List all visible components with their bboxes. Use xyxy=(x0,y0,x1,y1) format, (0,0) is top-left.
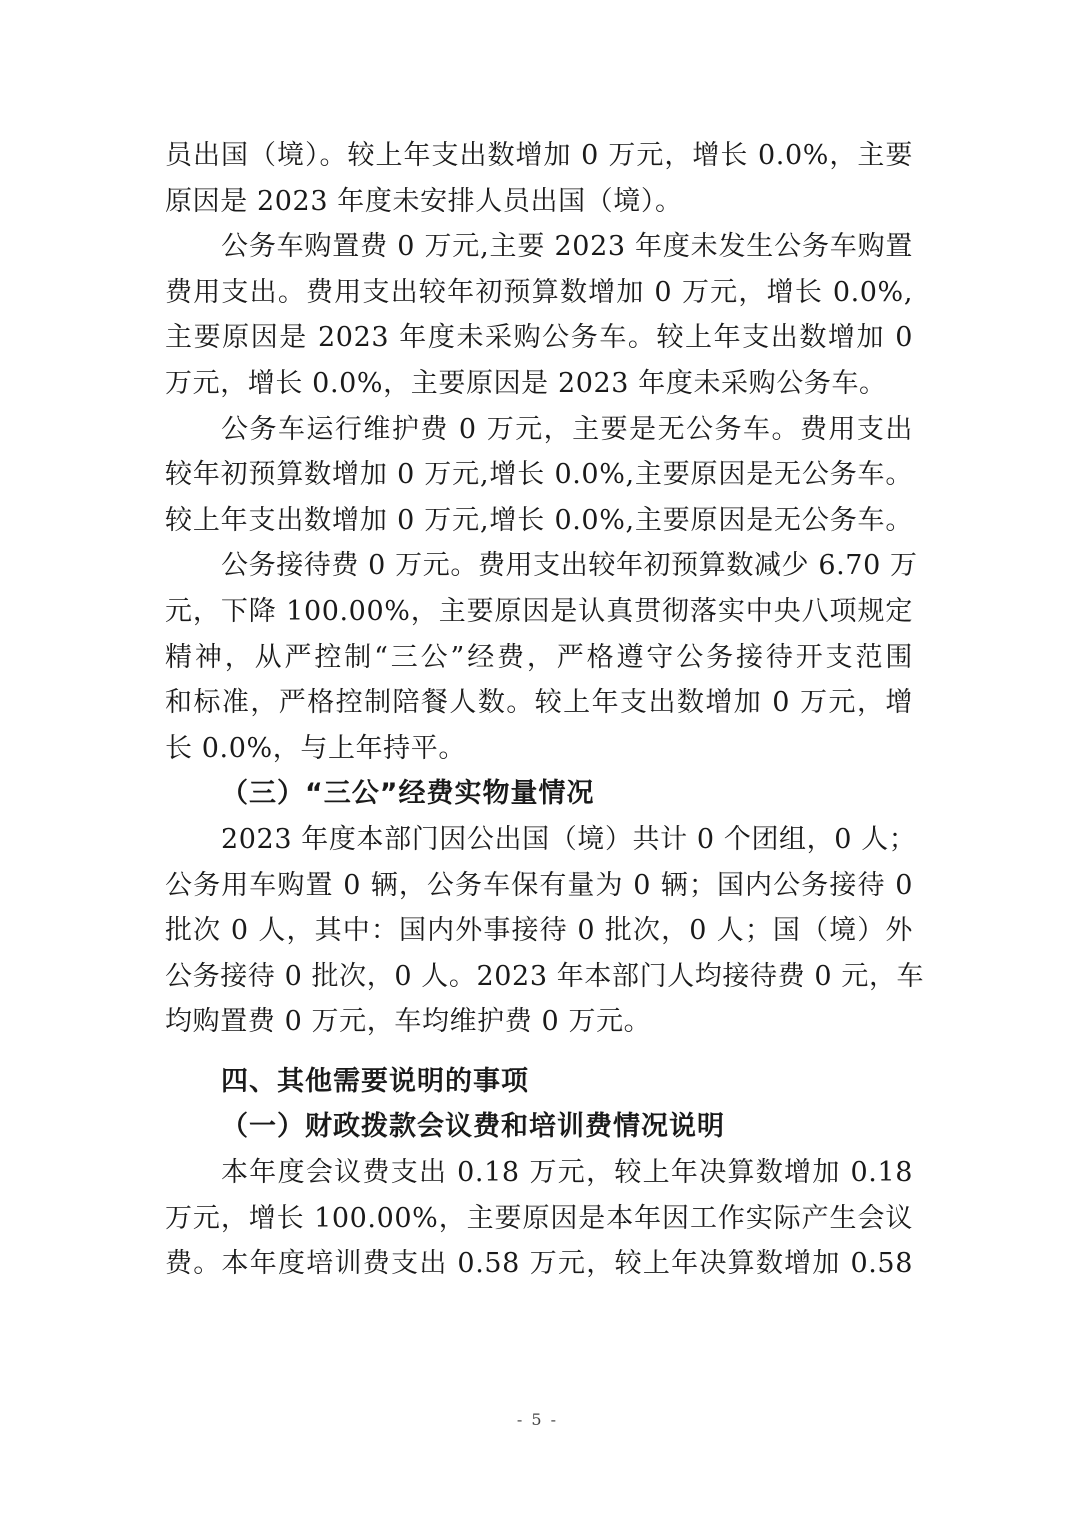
paragraph-vehicle-maintenance xyxy=(165,407,913,544)
document-body xyxy=(165,133,925,1287)
text-line: 员出国（境）。较上年支出数增加 0 万元，增长 0.0%，主要 xyxy=(165,140,913,171)
paragraph-physical-quantity xyxy=(165,817,925,1045)
text-line: 公务车运行维护费 0 万元，主要是无公务车。费用支出 xyxy=(221,413,913,445)
text-line: 费。本年度培训费支出 0.58 万元，较上年决算数增加 0.58 xyxy=(165,1248,913,1280)
text-line: 原因是 2023 年度未安排人员出国（境）。 xyxy=(165,185,683,217)
text-line: 均购置费 0 万元，车均维护费 0 万元。 xyxy=(165,1006,652,1038)
text-line: 公务接待费 0 万元。费用支出较年初预算数减少 6.70 万 xyxy=(221,550,918,582)
paragraph-reception xyxy=(165,543,918,771)
section-heading-meeting-training: （一）财政拨款会议费和培训费情况说明 xyxy=(221,1111,725,1143)
text-line: 批次 0 人，其中：国内外事接待 0 批次，0 人；国（境）外 xyxy=(165,915,913,947)
paragraph-meeting-training xyxy=(165,1150,913,1287)
text-line: 费用支出。费用支出较年初预算数增加 0 万元，增长 0.0%, xyxy=(165,276,913,308)
text-line: 万元，增长 0.0%，主要原因是 2023 年度未采购公务车。 xyxy=(165,367,887,399)
text-line: 较年初预算数增加 0 万元,增长 0.0%,主要原因是无公务车。 xyxy=(165,459,913,491)
section-heading-three-public: （三）“三公”经费实物量情况 xyxy=(221,778,595,810)
section-heading-other-matters: 四、其他需要说明的事项 xyxy=(221,1065,529,1097)
page-number: - 5 - xyxy=(516,1410,559,1429)
text-line: 长 0.0%，与上年持平。 xyxy=(165,732,466,764)
text-line: 万元，增长 100.00%，主要原因是本年因工作实际产生会议 xyxy=(165,1202,913,1234)
paragraph-vehicle-purchase xyxy=(165,224,913,406)
text-line: 2023 年度本部门因公出国（境）共计 0 个团组，0 人； xyxy=(221,823,917,855)
text-line: 和标准，严格控制陪餐人数。较上年支出数增加 0 万元，增 xyxy=(165,687,913,719)
text-line: 元，下降 100.00%，主要原因是认真贯彻落实中央八项规定 xyxy=(165,595,913,627)
text-line: 本年度会议费支出 0.18 万元，较上年决算数增加 0.18 xyxy=(221,1157,913,1189)
text-line: 公务接待 0 批次，0 人。2023 年本部门人均接待费 0 元，车 xyxy=(165,960,925,992)
text-line: 公务车购置费 0 万元,主要 2023 年度未发生公务车购置 xyxy=(221,231,913,263)
text-line: 较上年支出数增加 0 万元,增长 0.0%,主要原因是无公务车。 xyxy=(165,504,913,536)
text-line: 精神，从严控制“三公”经费，严格遵守公务接待开支范围 xyxy=(165,641,913,673)
text-line: 主要原因是 2023 年度未采购公务车。较上年支出数增加 0 xyxy=(165,322,913,354)
paragraph-overseas-travel xyxy=(165,133,913,224)
text-line: 公务用车购置 0 辆，公务车保有量为 0 辆；国内公务接待 0 xyxy=(165,869,913,901)
